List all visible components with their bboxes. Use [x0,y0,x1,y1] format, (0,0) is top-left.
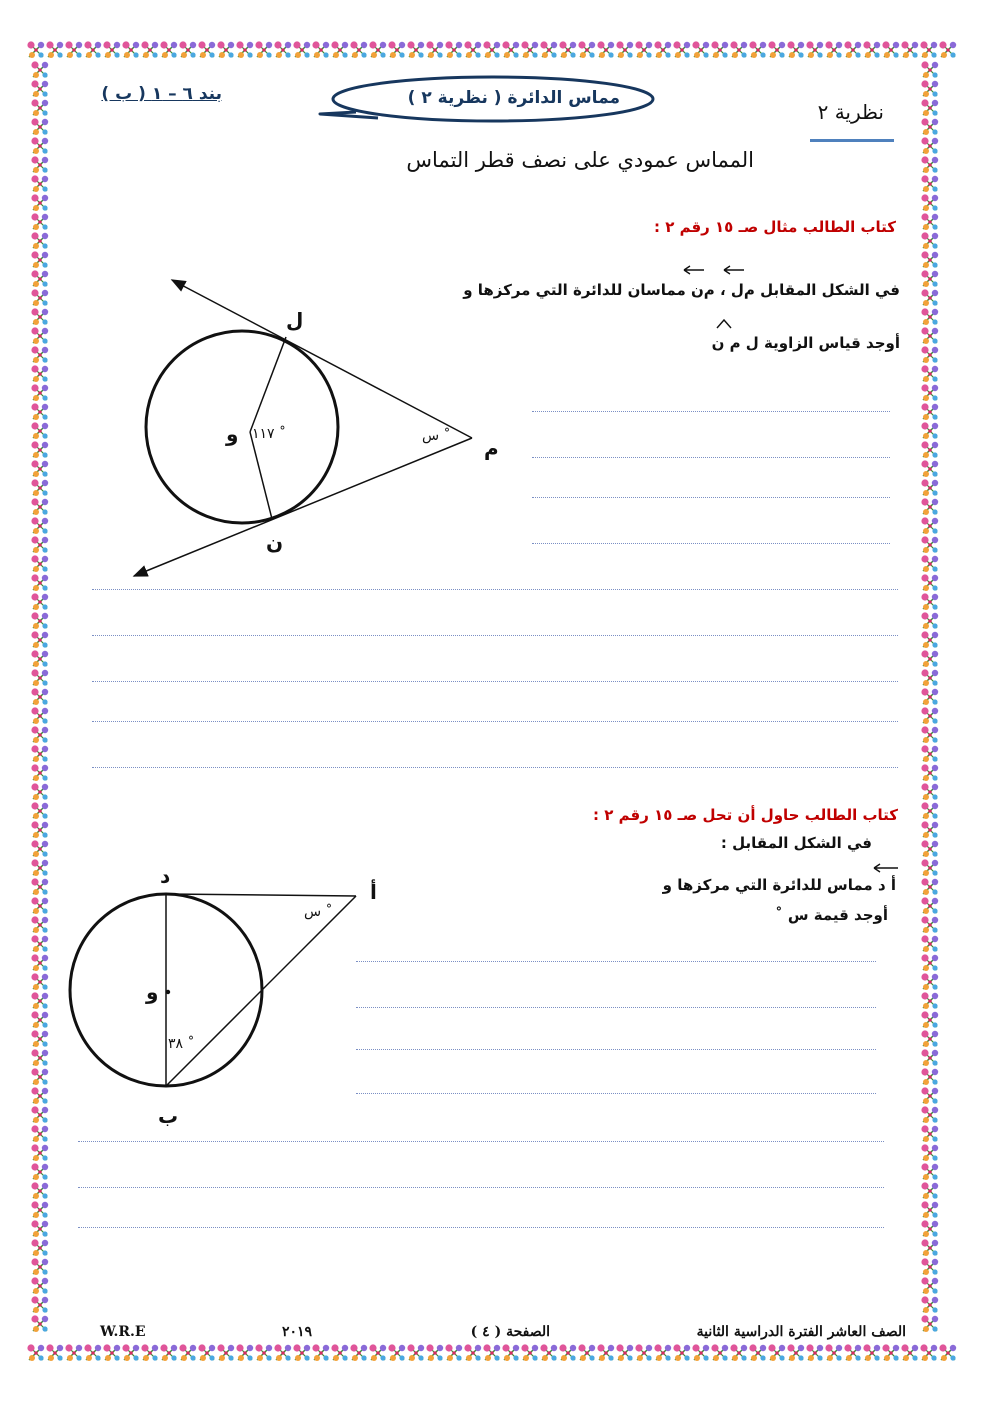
answer-line [78,1141,884,1142]
flower-icon [31,156,48,173]
flower-icon [635,1344,652,1361]
flower-icon [921,612,938,629]
flower-icon [31,99,48,116]
flower-icon [31,403,48,420]
tangent-mn [134,438,472,576]
flower-icon [787,1344,804,1361]
flower-icon [31,1296,48,1313]
flower-icon [388,41,405,58]
flower-icon [31,289,48,306]
flower-icon [331,1344,348,1361]
flower-icon [882,41,899,58]
tangent-figure-1 [120,270,520,590]
flower-icon [31,802,48,819]
flower-icon [31,707,48,724]
flower-icon [31,1144,48,1161]
flower-icon [806,41,823,58]
flower-icon [921,346,938,363]
flower-icon [921,916,938,933]
answer-line [92,635,898,636]
flower-icon [31,1315,48,1332]
flower-icon [921,308,938,325]
answer-line [78,1227,884,1228]
flower-icon [407,1344,424,1361]
flower-icon [31,859,48,876]
angle-hat-icon [714,318,734,330]
flower-icon [921,479,938,496]
flower-icon [217,41,234,58]
flower-icon [673,1344,690,1361]
flower-icon [921,574,938,591]
flower-icon [749,1344,766,1361]
flower-icon [559,1344,576,1361]
flower-icon [597,1344,614,1361]
label-o: و [226,422,239,446]
label-m: م [484,436,499,460]
label-d: د [160,864,171,888]
flower-icon [31,327,48,344]
flower-icon [141,41,158,58]
flower-icon [921,1106,938,1123]
flower-icon [31,1068,48,1085]
label-n: ن [266,530,284,554]
answer-line [92,721,898,722]
flower-icon [921,1049,938,1066]
example1-heading: كتاب الطالب مثال صـ ١٥ رقم ٢ : [653,218,896,236]
answer-line [92,589,898,590]
flower-icon [921,498,938,515]
flower-icon [921,1296,938,1313]
flower-icon [692,1344,709,1361]
flower-icon [711,1344,728,1361]
flower-icon [921,593,938,610]
flower-icon [31,498,48,515]
flower-icon [31,118,48,135]
flower-icon [863,41,880,58]
flower-icon [31,536,48,553]
flower-icon [31,916,48,933]
radius-ol [250,337,286,432]
flower-icon [31,612,48,629]
flower-icon [787,41,804,58]
flower-icon [160,1344,177,1361]
flower-icon [46,41,63,58]
flower-icon [844,1344,861,1361]
flower-icon [31,175,48,192]
flower-icon [921,270,938,287]
flower-icon [920,1344,937,1361]
center-point [166,990,170,994]
flower-icon [31,1220,48,1237]
flower-icon [369,41,386,58]
flower-icon [31,593,48,610]
flower-icon [921,422,938,439]
flower-icon [921,878,938,895]
flower-icon [31,422,48,439]
flower-icon [31,1049,48,1066]
flower-icon [901,1344,918,1361]
flower-icon [921,783,938,800]
flower-icon [921,1201,938,1218]
answer-line [92,681,898,682]
flower-icon [255,1344,272,1361]
flower-icon [31,384,48,401]
flower-icon [141,1344,158,1361]
flower-icon [255,41,272,58]
flower-icon [921,1239,938,1256]
flower-icon [31,270,48,287]
flower-icon [921,1125,938,1142]
flower-icon [464,41,481,58]
example2-heading: كتاب الطالب حاول أن تحل صـ ١٥ رقم ٢ : [593,806,898,824]
answer-line [92,767,898,768]
flower-icon [31,574,48,591]
flower-icon [921,61,938,78]
flower-icon [921,935,938,952]
label-o2: و [146,980,159,1004]
example2-line3: أوجد قيمة س ˚ [775,906,888,924]
flower-icon [27,1344,44,1361]
flower-icon [921,1087,938,1104]
flower-icon [103,1344,120,1361]
flower-icon [921,232,938,249]
angle-center-label: ١١٧ ˚ [252,426,287,442]
flower-icon [939,1344,956,1361]
flower-icon [921,517,938,534]
flower-icon [31,251,48,268]
flower-icon [31,232,48,249]
flower-icon [369,1344,386,1361]
flower-icon [31,650,48,667]
flower-icon [31,783,48,800]
flower-icon [198,41,215,58]
angle-a-label: س ˚ [304,904,333,920]
flower-icon [921,669,938,686]
ray-arrow-icon [872,862,902,876]
flower-icon [31,821,48,838]
flower-icon [921,118,938,135]
answer-line [356,961,876,962]
flower-icon [921,1163,938,1180]
flower-icon [540,41,557,58]
flower-icon [616,41,633,58]
tangent-ml [172,280,472,438]
flower-icon [31,61,48,78]
flower-icon [217,1344,234,1361]
flower-icon [692,41,709,58]
flower-icon [921,992,938,1009]
secant-ab [166,896,356,1086]
flower-icon [921,194,938,211]
answer-line [356,1093,876,1094]
flower-icon [84,1344,101,1361]
footer-page: الصفحة ( ٤ ) [470,1324,550,1340]
circle-1 [146,331,338,523]
flower-icon [31,1030,48,1047]
flower-icon [578,41,595,58]
flower-icon [502,1344,519,1361]
flower-icon [31,1011,48,1028]
flower-icon [521,41,538,58]
flower-icon [921,1182,938,1199]
flower-icon [616,1344,633,1361]
angle-m-label: س ˚ [422,428,451,444]
flower-icon [921,764,938,781]
flower-icon [31,194,48,211]
flower-icon [179,1344,196,1361]
flower-icon [921,688,938,705]
flower-icon [921,175,938,192]
flower-icon [31,1258,48,1275]
flower-icon [350,1344,367,1361]
flower-icon [31,973,48,990]
flower-icon [27,41,44,58]
theorem-statement: المماس عمودي على نصف قطر التماس [406,148,754,172]
flower-icon [31,669,48,686]
footer-year: ٢٠١٩ [282,1324,313,1340]
flower-icon [921,726,938,743]
flower-icon [921,80,938,97]
theorem-underline [810,139,894,142]
flower-icon [160,41,177,58]
flower-icon [901,41,918,58]
flower-icon [31,365,48,382]
answer-line [532,543,890,544]
flower-icon [768,41,785,58]
flower-icon [464,1344,481,1361]
flower-icon [921,650,938,667]
flower-icon [84,41,101,58]
answer-line [532,411,890,412]
flower-icon [597,41,614,58]
flower-icon [540,1344,557,1361]
answer-line [356,1007,876,1008]
flower-icon [31,460,48,477]
flower-icon [921,213,938,230]
flower-icon [274,41,291,58]
flower-icon [921,289,938,306]
flower-icon [673,41,690,58]
label-l: ل [286,308,304,332]
flower-icon [65,1344,82,1361]
flower-icon [31,1239,48,1256]
flower-icon [654,41,671,58]
flower-icon [730,1344,747,1361]
flower-icon [921,821,938,838]
radius-on [250,432,272,519]
flower-icon [331,41,348,58]
flower-icon [825,41,842,58]
clause-label: بند ٦ – ١ ( ب ) [101,84,222,104]
flower-icon [559,41,576,58]
flower-icon [921,1011,938,1028]
flower-icon [31,441,48,458]
answer-line [78,1187,884,1188]
flower-icon [921,555,938,572]
flower-icon [31,555,48,572]
flower-icon [31,1163,48,1180]
flower-icon [921,403,938,420]
example1-line1: في الشكل المقابل م‌ل ، م‌ن مماسان للدائرة التي مركزها و [463,281,900,299]
flower-icon [31,1106,48,1123]
footer-author: W.R.E [100,1324,146,1340]
flower-icon [921,1068,938,1085]
flower-icon [293,41,310,58]
flower-icon [31,745,48,762]
flower-icon [921,137,938,154]
flower-icon [31,1277,48,1294]
flower-icon [921,1277,938,1294]
flower-icon [31,726,48,743]
answer-line [532,497,890,498]
flower-icon [350,41,367,58]
flower-icon [578,1344,595,1361]
flower-icon [939,41,956,58]
flower-icon [921,707,938,724]
flower-icon [921,1220,938,1237]
flower-icon [749,41,766,58]
flower-icon [635,41,652,58]
flower-icon [103,41,120,58]
flower-icon [921,973,938,990]
flower-icon [521,1344,538,1361]
flower-icon [921,1144,938,1161]
flower-icon [426,1344,443,1361]
angle-b-label: ٣٨ ˚ [168,1036,195,1052]
flower-icon [31,80,48,97]
label-a: أ [370,880,377,904]
flower-icon [31,840,48,857]
flower-icon [921,1030,938,1047]
flower-icon [31,1182,48,1199]
flower-icon [46,1344,63,1361]
flower-icon [882,1344,899,1361]
flower-icon [844,41,861,58]
flower-icon [483,1344,500,1361]
flower-icon [31,1087,48,1104]
flower-icon [198,1344,215,1361]
flower-icon [921,99,938,116]
flower-icon [293,1344,310,1361]
flower-icon [122,41,139,58]
flower-icon [236,41,253,58]
flower-icon [31,954,48,971]
flower-icon [921,441,938,458]
flower-icon [31,878,48,895]
flower-icon [31,213,48,230]
example2-line1: في الشكل المقابل : [720,834,872,852]
flower-icon [426,41,443,58]
flower-icon [921,251,938,268]
flower-icon [445,1344,462,1361]
flower-icon [312,41,329,58]
flower-icon [921,327,938,344]
footer-grade: الصف العاشر الفترة الدراسية الثانية [696,1324,906,1340]
flower-icon [31,137,48,154]
flower-icon [921,859,938,876]
flower-icon [711,41,728,58]
flower-icon [806,1344,823,1361]
flower-icon [274,1344,291,1361]
flower-icon [31,479,48,496]
theorem-label: نظرية ٢ [817,100,884,124]
flower-icon [920,41,937,58]
flower-icon [31,992,48,1009]
flower-icon [921,1258,938,1275]
flower-icon [65,41,82,58]
flower-icon [407,41,424,58]
answer-line [356,1049,876,1050]
flower-icon [863,1344,880,1361]
flower-icon [31,935,48,952]
flower-icon [31,631,48,648]
flower-icon [921,156,938,173]
flower-icon [921,802,938,819]
tangent-ad [166,894,356,896]
flower-icon [31,688,48,705]
flower-icon [445,41,462,58]
flower-icon [921,631,938,648]
flower-icon [921,840,938,857]
flower-icon [31,346,48,363]
flower-icon [921,384,938,401]
flower-icon [236,1344,253,1361]
example2-line2: أ د مماس للدائرة التي مركزها و [662,876,896,894]
flower-icon [921,460,938,477]
flower-icon [768,1344,785,1361]
example1-line2: أوجد قياس الزاوية ل م ن [711,334,900,352]
flower-icon [31,897,48,914]
flower-icon [388,1344,405,1361]
flower-icon [654,1344,671,1361]
flower-icon [825,1344,842,1361]
flower-icon [730,41,747,58]
flower-icon [122,1344,139,1361]
flower-icon [31,1201,48,1218]
flower-icon [31,764,48,781]
flower-icon [31,308,48,325]
flower-icon [921,745,938,762]
flower-icon [921,536,938,553]
flower-icon [502,41,519,58]
flower-icon [312,1344,329,1361]
flower-icon [921,954,938,971]
flower-icon [921,1315,938,1332]
ray-arrows-icon [680,264,760,278]
flower-icon [179,41,196,58]
flower-icon [483,41,500,58]
flower-icon [921,365,938,382]
callout-title: مماس الدائرة ( نظرية ٢ ) [407,88,620,108]
flower-icon [31,1125,48,1142]
label-b: ب [158,1104,179,1128]
answer-line [532,457,890,458]
flower-icon [31,517,48,534]
flower-icon [921,897,938,914]
